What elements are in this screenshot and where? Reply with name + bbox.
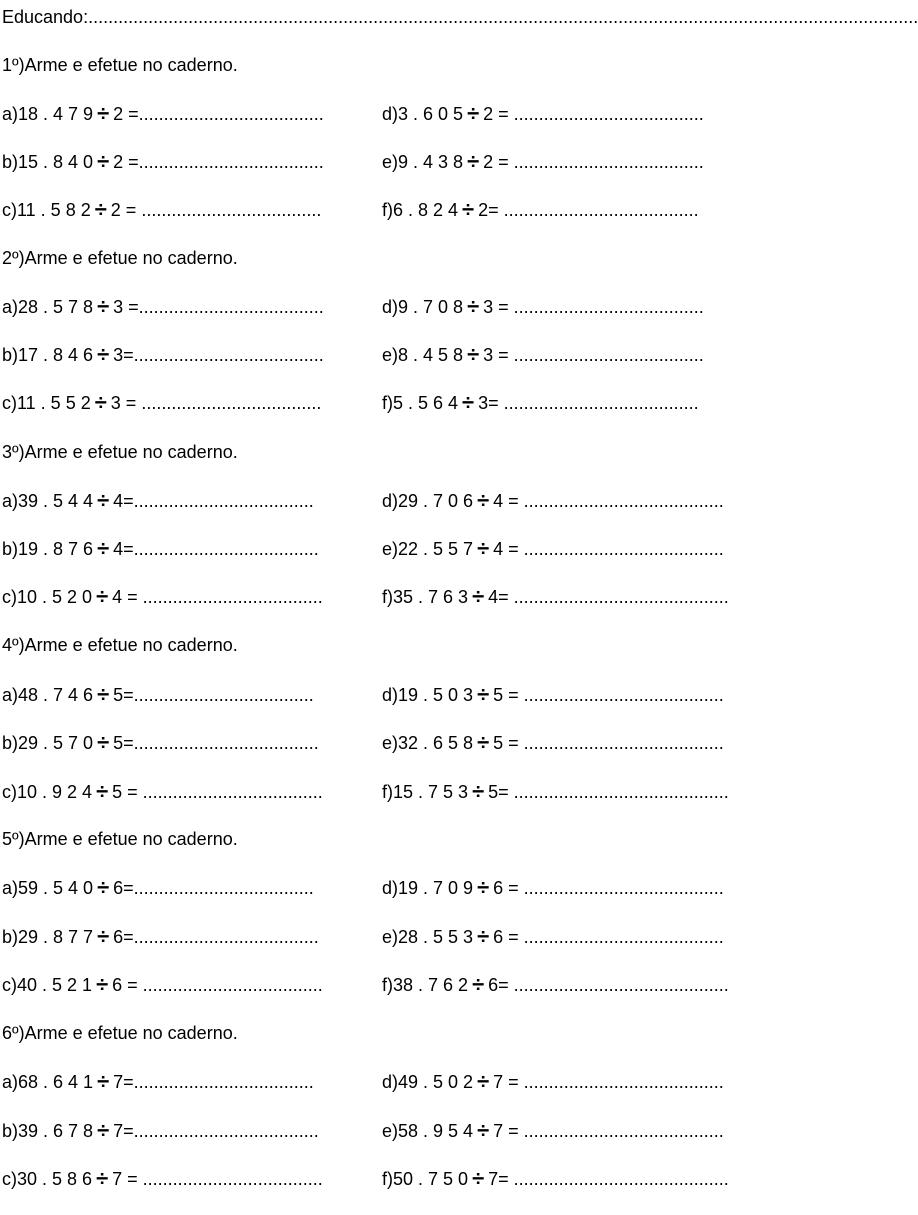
answer-blank[interactable]: 7=.....................................	[113, 1121, 319, 1141]
exercise-item	[382, 293, 704, 319]
exercise-item	[2, 100, 324, 126]
exercise-item	[382, 1117, 724, 1143]
answer-blank[interactable]: 4= ...........................................	[488, 587, 729, 607]
dividend-text: e)32 . 6 5 8	[382, 733, 474, 753]
division-sign-icon: ÷	[96, 972, 109, 997]
division-sign-icon: ÷	[96, 779, 109, 804]
dividend-text: b)19 . 8 7 6	[2, 539, 94, 559]
dividend-text: a)48 . 7 4 6	[2, 685, 94, 705]
dividend-text: c)40 . 5 2 1	[2, 975, 93, 995]
dividend-text: c)10 . 9 2 4	[2, 782, 93, 802]
division-sign-icon: ÷	[477, 1069, 490, 1094]
division-sign-icon: ÷	[467, 149, 480, 174]
dividend-text: d)19 . 7 0 9	[382, 878, 474, 898]
division-sign-icon: ÷	[477, 488, 490, 513]
section-heading: 3º)Arme e efetue no caderno.	[2, 442, 238, 462]
dividend-text: d)3 . 6 0 5	[382, 104, 464, 124]
exercise-item	[382, 971, 729, 997]
exercise-item	[2, 729, 319, 755]
division-sign-icon: ÷	[94, 390, 107, 415]
division-sign-icon: ÷	[97, 294, 110, 319]
exercise-item	[382, 681, 724, 707]
dividend-text: b)29 . 8 7 7	[2, 927, 94, 947]
dividend-text: d)49 . 5 0 2	[382, 1072, 474, 1092]
exercise-item	[2, 583, 323, 609]
student-name-label: Educando:	[2, 7, 89, 27]
answer-blank[interactable]: 5 = ........................................	[493, 685, 724, 705]
division-sign-icon: ÷	[97, 488, 110, 513]
division-sign-icon: ÷	[462, 197, 475, 222]
division-sign-icon: ÷	[477, 924, 490, 949]
division-sign-icon: ÷	[97, 101, 110, 126]
answer-blank[interactable]: 6=....................................	[113, 878, 314, 898]
division-sign-icon: ÷	[97, 924, 110, 949]
division-sign-icon: ÷	[467, 101, 480, 126]
exercise-item	[2, 341, 324, 367]
answer-blank[interactable]: 2= .......................................	[478, 200, 699, 220]
division-sign-icon: ÷	[462, 390, 475, 415]
dividend-text: a)68 . 6 4 1	[2, 1072, 94, 1092]
dividend-text: b)29 . 5 7 0	[2, 733, 94, 753]
dividend-text: f)6 . 8 2 4	[382, 200, 459, 220]
answer-blank[interactable]: 7 = ........................................	[493, 1072, 724, 1092]
answer-blank[interactable]: 2 =.....................................	[113, 152, 324, 172]
answer-blank[interactable]: 6=.....................................	[113, 927, 319, 947]
division-sign-icon: ÷	[477, 536, 490, 561]
division-sign-icon: ÷	[97, 149, 110, 174]
section-heading: 6º)Arme e efetue no caderno.	[2, 1023, 238, 1043]
exercise-item	[2, 778, 323, 804]
exercise-item	[2, 923, 319, 949]
dividend-text: f)15 . 7 5 3	[382, 782, 469, 802]
dividend-text: a)39 . 5 4 4	[2, 491, 94, 511]
answer-blank[interactable]: 3 = ......................................	[483, 297, 704, 317]
section-heading: 4º)Arme e efetue no caderno.	[2, 635, 238, 655]
dividend-text: a)18 . 4 7 9	[2, 104, 94, 124]
student-name-line	[2, 4, 918, 30]
answer-blank[interactable]: 2 = ....................................	[110, 200, 322, 220]
answer-blank[interactable]: 7 = ........................................	[493, 1121, 724, 1141]
dividend-text: d)9 . 7 0 8	[382, 297, 464, 317]
dividend-text: e)22 . 5 5 7	[382, 539, 474, 559]
exercise-item	[2, 487, 314, 513]
answer-blank[interactable]: 7=....................................	[113, 1072, 314, 1092]
answer-blank[interactable]: 3 = ......................................	[483, 345, 704, 365]
division-sign-icon: ÷	[477, 875, 490, 900]
exercise-item	[382, 1068, 724, 1094]
answer-blank[interactable]: 6 = ........................................	[493, 927, 724, 947]
exercise-item	[382, 874, 724, 900]
exercise-item	[2, 1165, 323, 1191]
answer-blank[interactable]: 2 = ......................................	[483, 104, 704, 124]
answer-blank[interactable]: 5 = ....................................	[112, 782, 323, 802]
exercise-item	[382, 1165, 729, 1191]
division-sign-icon: ÷	[472, 779, 485, 804]
division-sign-icon: ÷	[97, 536, 110, 561]
answer-blank[interactable]: 4=....................................	[113, 491, 314, 511]
exercise-item	[382, 778, 729, 804]
division-sign-icon: ÷	[472, 972, 485, 997]
division-sign-icon: ÷	[97, 730, 110, 755]
dividend-text: b)39 . 6 7 8	[2, 1121, 94, 1141]
division-sign-icon: ÷	[94, 197, 107, 222]
exercise-item	[2, 535, 319, 561]
dividend-text: f)5 . 5 6 4	[382, 393, 459, 413]
answer-blank[interactable]: 2 = ......................................	[483, 152, 704, 172]
exercise-item	[2, 874, 314, 900]
dividend-text: e)8 . 4 5 8	[382, 345, 464, 365]
division-sign-icon: ÷	[97, 1118, 110, 1143]
dividend-text: e)28 . 5 5 3	[382, 927, 474, 947]
exercise-item	[2, 681, 314, 707]
answer-blank[interactable]: 6 = ........................................	[493, 878, 724, 898]
exercise-item	[2, 293, 324, 319]
answer-blank[interactable]: 3 =.....................................	[113, 297, 324, 317]
exercise-item	[382, 923, 724, 949]
exercise-item	[382, 729, 724, 755]
exercise-item	[2, 148, 324, 174]
dividend-text: a)59 . 5 4 0	[2, 878, 94, 898]
answer-blank[interactable]: 5=....................................	[113, 685, 314, 705]
answer-blank[interactable]: 4=.....................................	[113, 539, 319, 559]
dividend-text: b)15 . 8 4 0	[2, 152, 94, 172]
dividend-text: c)11 . 5 5 2	[2, 393, 91, 413]
division-sign-icon: ÷	[477, 730, 490, 755]
student-name-blank[interactable]: ......................................................................................................................................................................	[88, 7, 918, 27]
answer-blank[interactable]: 7= ...........................................	[488, 1169, 729, 1189]
division-sign-icon: ÷	[97, 1069, 110, 1094]
answer-blank[interactable]: 4 = ....................................	[112, 587, 323, 607]
division-sign-icon: ÷	[96, 584, 109, 609]
answer-blank[interactable]: 3= .......................................	[478, 393, 699, 413]
answer-blank[interactable]: 5= ...........................................	[488, 782, 729, 802]
division-sign-icon: ÷	[97, 875, 110, 900]
division-sign-icon: ÷	[477, 1118, 490, 1143]
exercise-item	[382, 535, 724, 561]
exercise-item	[382, 100, 704, 126]
exercise-item	[382, 148, 704, 174]
dividend-text: d)29 . 7 0 6	[382, 491, 474, 511]
answer-blank[interactable]: 5 = ........................................	[493, 733, 724, 753]
answer-blank[interactable]: 2 =.....................................	[113, 104, 324, 124]
division-sign-icon: ÷	[472, 1166, 485, 1191]
dividend-text: c)10 . 5 2 0	[2, 587, 93, 607]
answer-blank[interactable]: 3=......................................	[113, 345, 324, 365]
section-heading: 5º)Arme e efetue no caderno.	[2, 829, 238, 849]
section-heading: 1º)Arme e efetue no caderno.	[2, 55, 238, 75]
answer-blank[interactable]: 6 = ....................................	[112, 975, 323, 995]
answer-blank[interactable]: 4 = ........................................	[493, 539, 724, 559]
exercise-item	[2, 389, 321, 415]
division-sign-icon: ÷	[472, 584, 485, 609]
division-sign-icon: ÷	[477, 682, 490, 707]
dividend-text: b)17 . 8 4 6	[2, 345, 94, 365]
section-heading: 2º)Arme e efetue no caderno.	[2, 248, 238, 268]
exercise-item	[2, 1117, 319, 1143]
answer-blank[interactable]: 3 = ....................................	[110, 393, 322, 413]
dividend-text: c)11 . 5 8 2	[2, 200, 91, 220]
dividend-text: e)58 . 9 5 4	[382, 1121, 474, 1141]
division-sign-icon: ÷	[467, 294, 480, 319]
division-sign-icon: ÷	[96, 1166, 109, 1191]
division-sign-icon: ÷	[97, 342, 110, 367]
answer-blank[interactable]: 6= ...........................................	[488, 975, 729, 995]
dividend-text: c)30 . 5 8 6	[2, 1169, 93, 1189]
dividend-text: f)50 . 7 5 0	[382, 1169, 469, 1189]
exercise-item	[2, 971, 323, 997]
exercise-item	[382, 583, 729, 609]
dividend-text: f)38 . 7 6 2	[382, 975, 469, 995]
division-sign-icon: ÷	[467, 342, 480, 367]
answer-blank[interactable]: 5=.....................................	[113, 733, 319, 753]
dividend-text: f)35 . 7 6 3	[382, 587, 469, 607]
exercise-item	[382, 341, 704, 367]
exercise-item	[382, 487, 724, 513]
exercise-item	[382, 389, 699, 415]
exercise-item	[2, 1068, 314, 1094]
exercise-item	[382, 196, 699, 222]
answer-blank[interactable]: 7 = ....................................	[112, 1169, 323, 1189]
dividend-text: e)9 . 4 3 8	[382, 152, 464, 172]
dividend-text: d)19 . 5 0 3	[382, 685, 474, 705]
answer-blank[interactable]: 4 = ........................................	[493, 491, 724, 511]
dividend-text: a)28 . 5 7 8	[2, 297, 94, 317]
exercise-item	[2, 196, 321, 222]
division-sign-icon: ÷	[97, 682, 110, 707]
